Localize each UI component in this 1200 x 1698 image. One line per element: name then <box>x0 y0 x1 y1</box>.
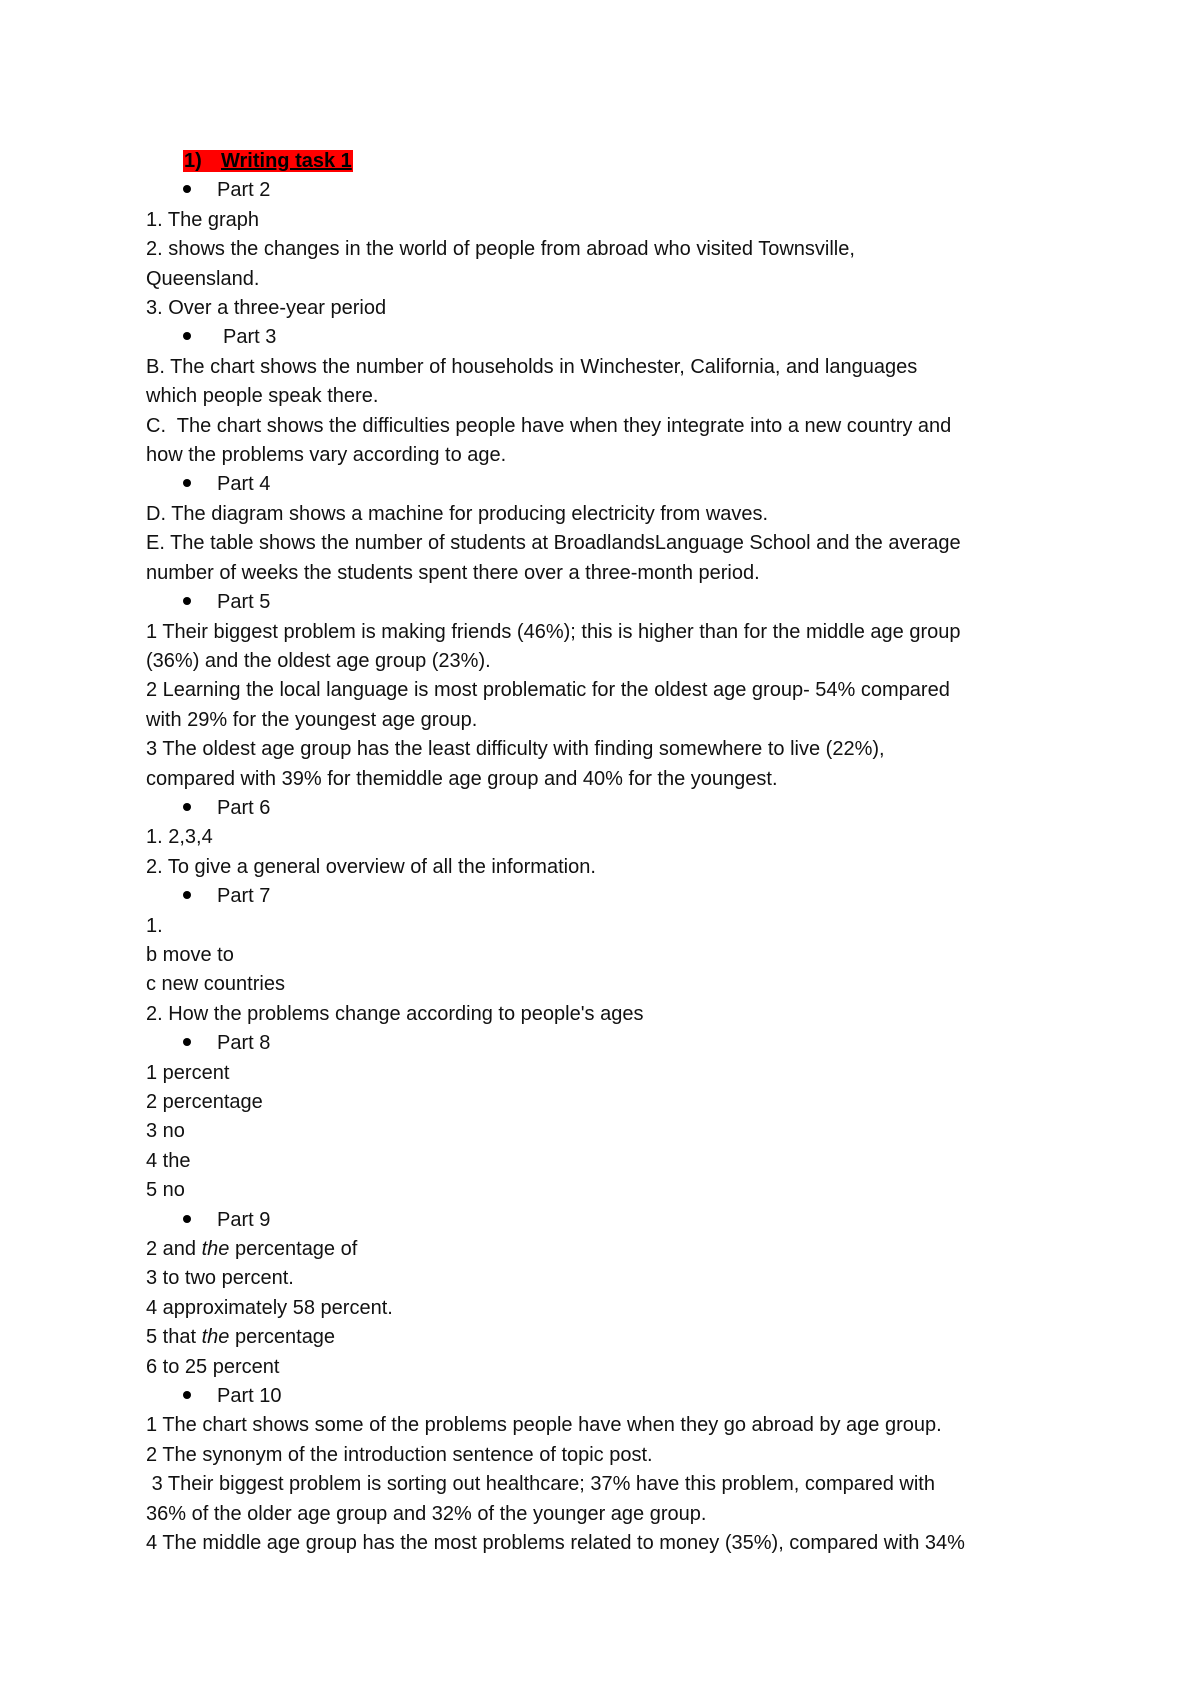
text-span: percentage of <box>229 1238 358 1261</box>
text-line: 4 approximately 58 percent. <box>146 1296 393 1319</box>
text-line: 2 percentage <box>146 1091 263 1113</box>
text-line: 6 to 25 percent <box>146 1355 280 1378</box>
text-line <box>146 1323 1086 1352</box>
text-line: 2. shows the changes in the world of people from abroad who visited Townsville, <box>146 238 855 261</box>
heading-title: Writing task 1 <box>221 150 352 172</box>
text-line: 2. To give a general overview of all the information. <box>146 855 596 878</box>
text-line: which people speak there. <box>146 385 379 408</box>
text-line: 3. Over a three-year period <box>146 297 387 320</box>
text-line: b move to <box>146 943 234 966</box>
part-label: Part 9 <box>217 1208 271 1231</box>
bullet-part-4 <box>146 470 1086 499</box>
text-line: 1. <box>146 914 163 937</box>
bullet-part-2 <box>146 176 1086 205</box>
bullet-part-8 <box>146 1029 1086 1058</box>
bullet-part-6 <box>146 794 1086 823</box>
text-line: compared with 39% for themiddle age group and 40% for the youngest. <box>146 767 778 790</box>
part-label: Part 4 <box>217 473 271 496</box>
part-label: Part 3 <box>223 326 277 349</box>
text-line: with 29% for the youngest age group. <box>146 708 478 731</box>
section-heading <box>146 147 1086 176</box>
bullet-part-5 <box>146 588 1086 617</box>
text-span: percentage <box>229 1326 336 1349</box>
text-line: 1 percent <box>146 1061 230 1084</box>
italic-word: the <box>201 1326 230 1349</box>
bullet-icon <box>183 1391 191 1399</box>
text-line: 5 no <box>146 1179 185 1202</box>
text-line: E. The table shows the number of students at BroadlandsLanguage School and the average <box>146 532 961 555</box>
text-line: B. The chart shows the number of households in Winchester, California, and languages <box>146 355 918 378</box>
text-line: 4 The middle age group has the most problems related to money (35%), compared with 34% <box>146 1532 965 1555</box>
text-line: 3 The oldest age group has the least difficulty with finding somewhere to live (22%), <box>146 738 885 761</box>
text-line: D. The diagram shows a machine for producing electricity from waves. <box>146 502 769 525</box>
text-line <box>146 1235 1086 1264</box>
bullet-icon <box>183 332 191 340</box>
text-line: Queensland. <box>146 267 260 290</box>
bullet-part-9 <box>146 1206 1086 1235</box>
text-span: 5 that <box>146 1326 202 1349</box>
heading-number: 1) <box>184 150 202 172</box>
text-line: 4 the <box>146 1149 191 1172</box>
part-label: Part 10 <box>217 1385 282 1408</box>
text-line: 2. How the problems change according to people's ages <box>146 1002 644 1025</box>
bullet-part-10 <box>146 1382 1086 1411</box>
bullet-part-7 <box>146 882 1086 911</box>
text-line: 3 to two percent. <box>146 1267 294 1290</box>
text-line: 2 The synonym of the introduction sentence of topic post. <box>146 1443 653 1466</box>
text-span: 2 and <box>146 1238 202 1261</box>
document-content <box>146 147 1086 1559</box>
heading-highlight <box>183 150 353 172</box>
text-line: (36%) and the oldest age group (23%). <box>146 649 491 672</box>
bullet-icon <box>183 1215 191 1223</box>
part-label: Part 7 <box>217 885 271 908</box>
bullet-icon <box>183 597 191 605</box>
text-line: 1. 2,3,4 <box>146 826 213 849</box>
text-line: how the problems vary according to age. <box>146 444 507 467</box>
text-line: 36% of the older age group and 32% of the younger age group. <box>146 1502 707 1525</box>
text-line: 1 The chart shows some of the problems people have when they go abroad by age group. <box>146 1414 942 1437</box>
bullet-icon <box>183 891 191 899</box>
bullet-icon <box>183 1038 191 1046</box>
bullet-icon <box>183 479 191 487</box>
text-line: 3 Their biggest problem is sorting out healthcare; 37% have this problem, compared with <box>146 1473 935 1496</box>
text-line: 3 no <box>146 1120 185 1143</box>
bullet-icon <box>183 185 191 193</box>
text-line: 2 Learning the local language is most problematic for the oldest age group- 54% compared <box>146 679 950 702</box>
italic-word: the <box>201 1238 230 1261</box>
bullet-icon <box>183 803 191 811</box>
part-label: Part 2 <box>217 179 271 202</box>
part-label: Part 5 <box>217 591 271 614</box>
text-line: number of weeks the students spent there over a three-month period. <box>146 561 760 584</box>
text-line: c new countries <box>146 973 285 996</box>
bullet-part-3 <box>146 323 1086 352</box>
text-line: 1 Their biggest problem is making friends (46%); this is higher than for the middle age group <box>146 620 961 643</box>
text-line: 1. The graph <box>146 208 260 231</box>
part-label: Part 8 <box>217 1032 271 1055</box>
part-label: Part 6 <box>217 796 271 819</box>
text-line: C. The chart shows the difficulties people have when they integrate into a new country and <box>146 414 952 437</box>
